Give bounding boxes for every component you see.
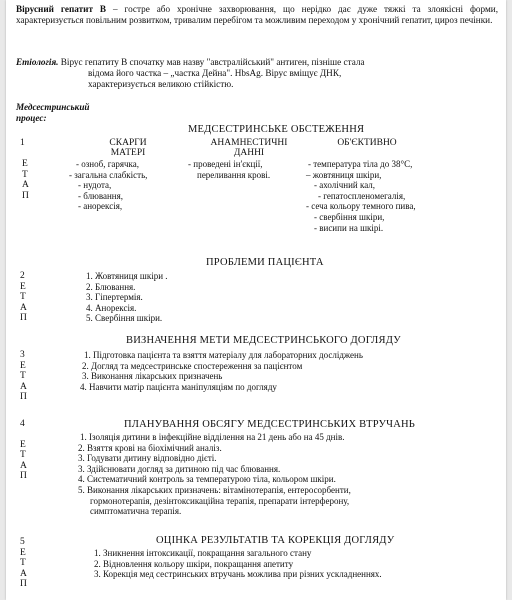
- evaluation-list: [94, 548, 382, 580]
- stage-number: 5: [20, 537, 25, 547]
- stage-letter: Т: [20, 292, 26, 303]
- process-label-1: Медсестринський: [16, 102, 90, 112]
- goals-heading: ВИЗНАЧЕННЯ МЕТИ МЕДСЕСТРИНСЬКОГО ДОГЛЯДУ: [126, 335, 401, 346]
- list-item: 5. Свербіння шкіри.: [86, 313, 163, 324]
- stage-number: 3: [20, 350, 25, 360]
- intro-term: Вірусний гепатит В: [16, 4, 107, 14]
- list-item: 1. Ізоляція дитини в інфекційне відділення на 21 день або на 45 днів.: [80, 432, 345, 442]
- stage-letter: Е: [20, 360, 26, 371]
- process-label-2: процес:: [16, 113, 47, 123]
- exam-stage-letters: [22, 159, 29, 201]
- list-item: 5. Виконання лікарських призначень: вітамінотерапія, ентеросорбенти,: [78, 484, 351, 495]
- stage-letter: Т: [20, 558, 26, 569]
- stage-letter: П: [22, 190, 29, 201]
- list-item: 4. Анорексія.: [86, 302, 137, 313]
- list-item: 4. Навчити матір пацієнта маніпуляціям по догляду: [80, 381, 277, 392]
- exam-col-complaints-1: СКАРГИ: [109, 138, 147, 148]
- stage-letter: П: [20, 392, 27, 403]
- document-page: [6, 0, 506, 600]
- stage-letter: Е: [20, 281, 26, 292]
- stage-letter: Е: [20, 439, 26, 450]
- evaluation-stage: [20, 537, 27, 590]
- stage-letter: А: [20, 381, 27, 392]
- list-item: 3. Корекція мед сестринських втручань можлива при різних ускладненнях.: [94, 569, 382, 580]
- list-item: 1. Жовтяниця шкіри .: [86, 271, 168, 281]
- etiology-label: Етіологія.: [16, 57, 59, 67]
- stage-number: 4: [20, 419, 25, 429]
- exam-col-anamnesis-1: АНАМНЕСТИЧНІ: [210, 138, 288, 148]
- exam-stage-number: 1: [20, 138, 25, 148]
- list-item: - ахолічний кал,: [314, 180, 376, 191]
- list-item: 2. Догляд та медсестринське спостереження за пацієнтом: [82, 360, 303, 371]
- list-item: 2. Відновлення кольору шкіри, покращання апетиту: [94, 558, 294, 569]
- stage-letter: П: [20, 471, 27, 482]
- list-item: 3. Годувати дитину відповідно дієті.: [78, 453, 217, 464]
- list-item: - висипи на шкірі.: [314, 222, 384, 233]
- list-item: 4. Систематичний контроль за температурою тіла, кольором шкіри.: [78, 474, 336, 485]
- list-item: 2. Взяття крові на біохімічний аналіз.: [78, 442, 222, 453]
- stage-letter: А: [20, 568, 27, 579]
- stage-letter: А: [20, 460, 27, 471]
- etiology-text-1: Вірус гепатиту В спочатку мав назву "австралійський" антиген, пізніше стала: [60, 57, 365, 67]
- list-item: 3. Здійснювати догляд за дитиною під час блювання.: [78, 463, 281, 474]
- planning-stage: [20, 419, 27, 482]
- list-item: гормонотерапія, дезінтоксикаційна терапія, препарати інтерферону,: [90, 495, 350, 506]
- goals-stage: [20, 350, 27, 403]
- list-item: 3. Гіпертермія.: [86, 292, 143, 303]
- exam-objective-list: [306, 159, 416, 233]
- list-item: – жовтяниця шкіри,: [306, 169, 382, 180]
- problems-list: [86, 271, 168, 324]
- list-item: - нудота,: [78, 180, 112, 191]
- stage-letter: Т: [20, 450, 26, 461]
- exam-heading: МЕДСЕСТРИНСЬКЕ ОБСТЕЖЕННЯ: [188, 124, 365, 135]
- problems-stage: [20, 271, 27, 324]
- exam-anamnesis-list: [188, 159, 270, 180]
- planning-heading: ПЛАНУВАННЯ ОБСЯГУ МЕДСЕСТРИНСЬКИХ ВТРУЧАНЬ: [124, 419, 415, 430]
- stage-letter: Т: [20, 371, 26, 382]
- exam-col-anamnesis-2: ДАННІ: [233, 148, 265, 158]
- intro-paragraph: [16, 4, 498, 26]
- stage-letter: А: [22, 180, 29, 191]
- stage-letter: Т: [22, 169, 28, 180]
- exam-col-complaints-2: МАТЕРІ: [110, 148, 146, 158]
- stage-letter: Е: [20, 547, 26, 558]
- planning-list: [78, 432, 351, 517]
- exam-complaints-list: [66, 159, 147, 212]
- stage-letter: Е: [22, 159, 28, 169]
- stage-number: 2: [20, 271, 25, 281]
- list-item: 2. Блювання.: [86, 281, 136, 292]
- stage-letter: А: [20, 302, 27, 313]
- list-item: - загальна слабкість,: [69, 169, 148, 180]
- list-item: 3. Виконання лікарських призначень: [82, 371, 223, 382]
- stage-letter: П: [20, 579, 27, 590]
- etiology-line-1: [16, 57, 365, 68]
- list-item: 1. Підготовка пацієнта та взяття матеріалу для лабораторних досліджень: [84, 350, 363, 360]
- evaluation-heading: ОЦІНКА РЕЗУЛЬТАТІВ ТА КОРЕКЦІЯ ДОГЛЯДУ: [156, 535, 395, 546]
- list-item: - свербіння шкіри,: [314, 211, 385, 222]
- list-item: - анорексія,: [78, 201, 123, 212]
- intro-definition: – гостре або хронічне захворювання, що нерідко дає дуже тяжкі та злоякісні форми, характеризується повільним розвитком, тривалим перебігом та можливим переходом у хронічний гепатит, цироз печінки.: [16, 4, 499, 25]
- etiology-line-2: відома його частка – „частка Дейна". HbsAg. Вірус вміщує ДНК,: [88, 68, 342, 78]
- list-item: - сеча кольору темного пива,: [306, 201, 416, 212]
- stage-letter: П: [20, 313, 27, 324]
- list-item: переливання крові.: [197, 169, 271, 180]
- etiology-line-3: характеризується великою стійкістю.: [88, 79, 234, 89]
- list-item: - проведені ін'єкції,: [188, 159, 263, 169]
- list-item: 1. Зникнення інтоксикації, покращання загального стану: [94, 548, 312, 558]
- list-item: симптоматична терапія.: [90, 506, 182, 517]
- exam-col-objective: ОБ'ЄКТИВНО: [337, 138, 397, 148]
- list-item: - озноб, гарячка,: [76, 159, 140, 169]
- goals-list: [82, 350, 363, 392]
- list-item: - блювання,: [78, 190, 123, 201]
- list-item: - гепатоспленомегалія,: [318, 190, 406, 201]
- problems-heading: ПРОБЛЕМИ ПАЦІЄНТА: [206, 257, 324, 268]
- list-item: - температура тіла до 38°С,: [308, 159, 413, 169]
